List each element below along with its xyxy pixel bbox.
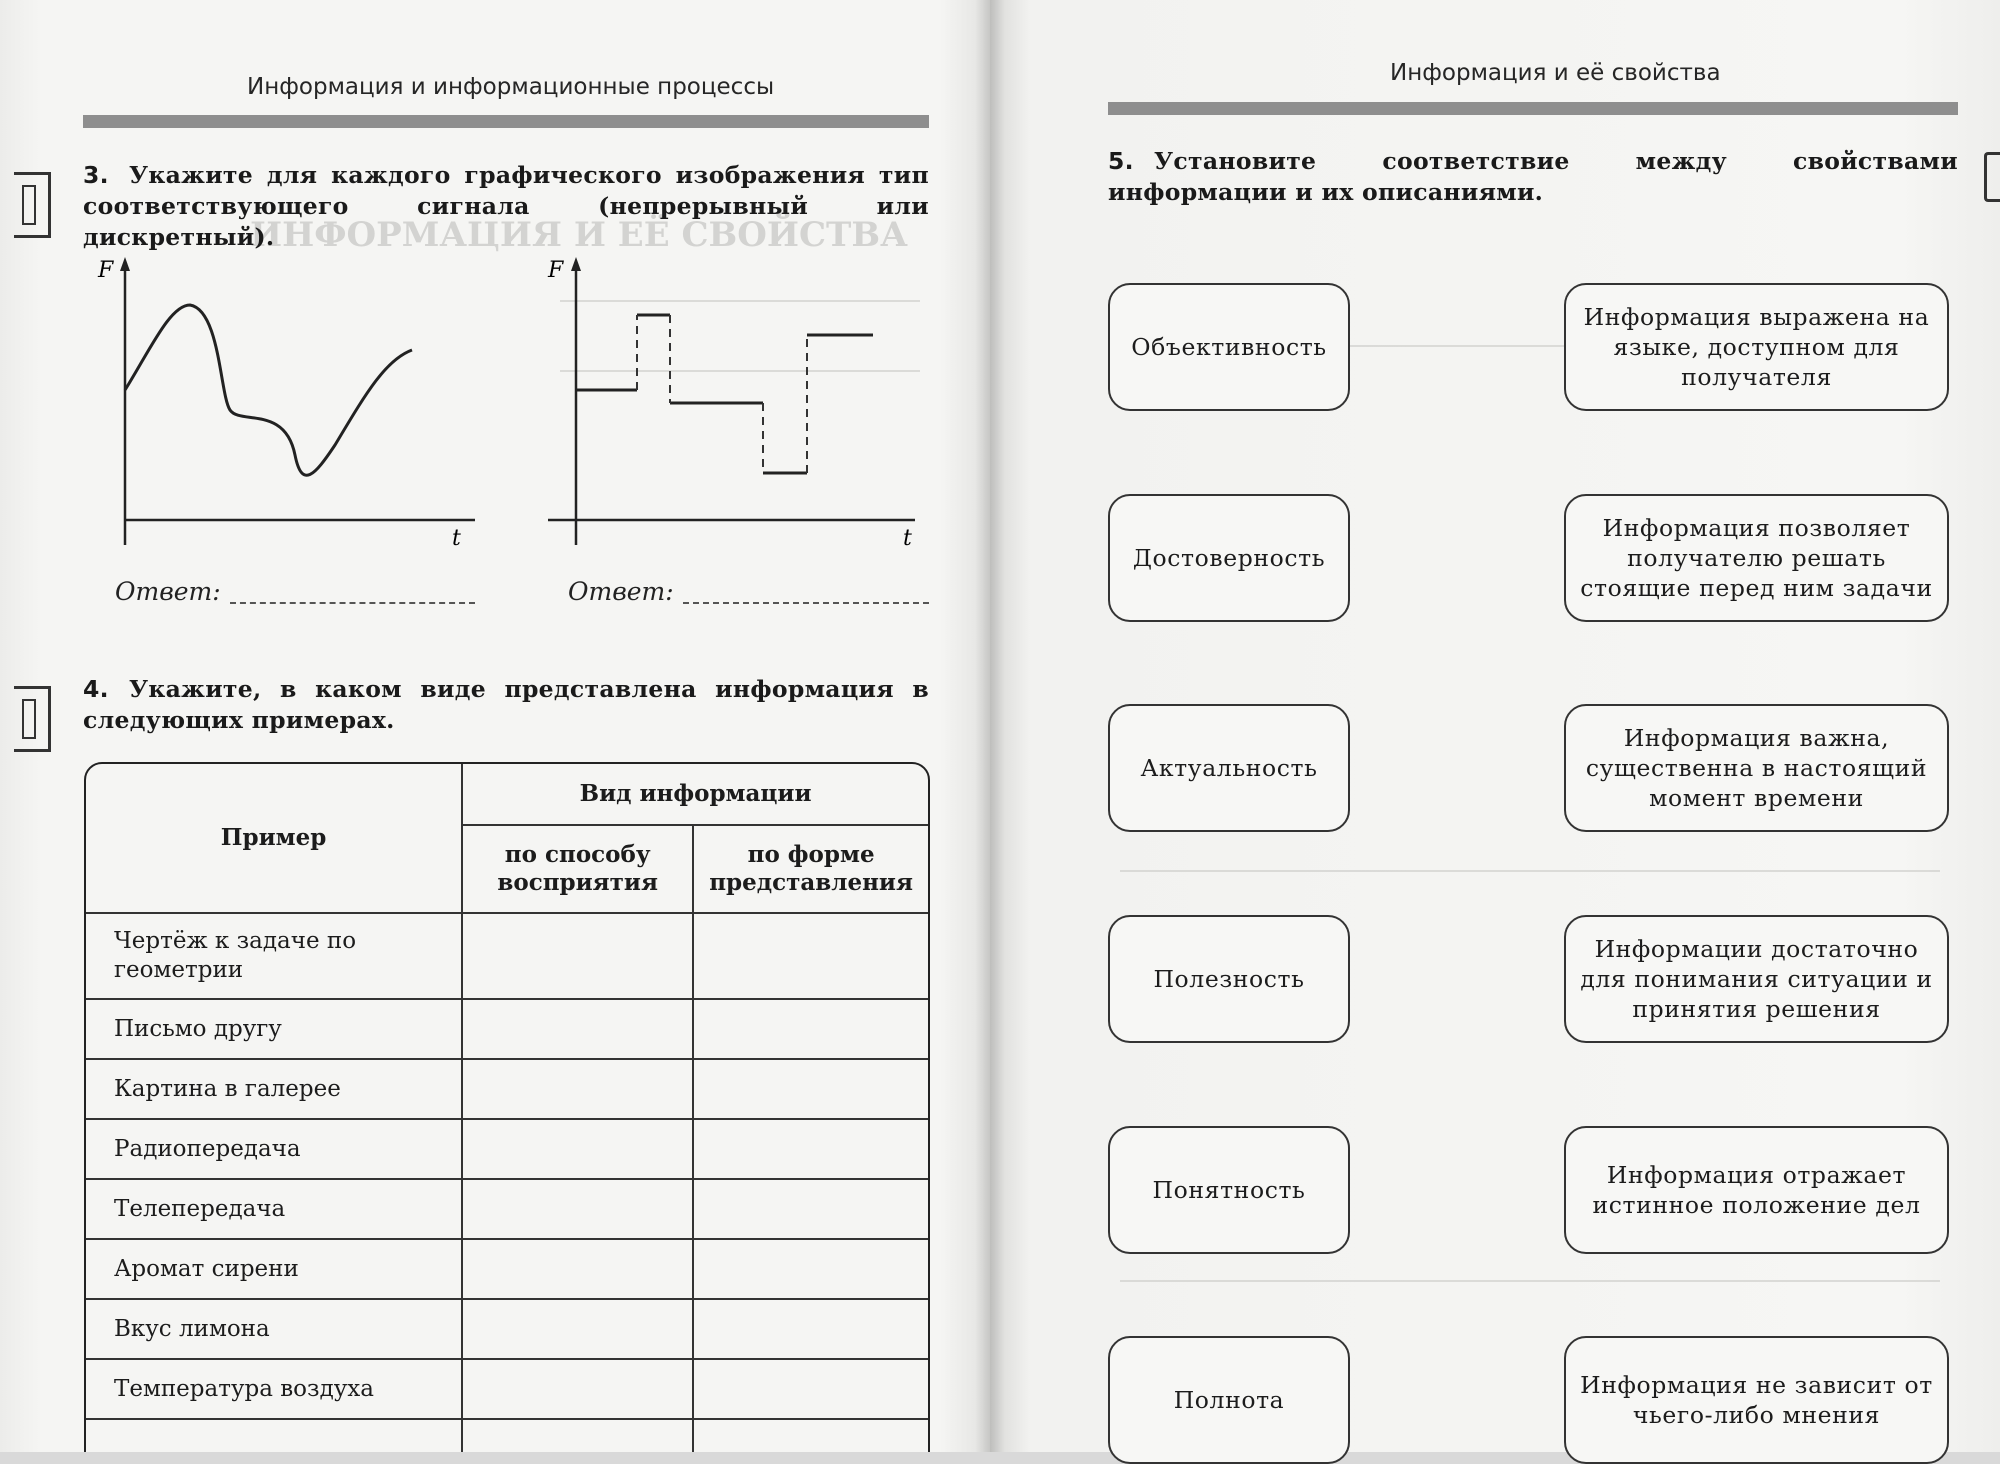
- description-box[interactable]: Информация выражена на языке, доступном для получателя: [1564, 283, 1949, 411]
- form-cell[interactable]: [694, 1060, 928, 1120]
- form-cell[interactable]: [694, 1240, 928, 1300]
- task4-text: Укажите, в каком виде представлена информация в следующих примерах.: [83, 675, 929, 734]
- show-through-text: ИНФОРМАЦИЯ И ЕЁ СВОЙСТВА: [250, 215, 908, 255]
- show-through-line: [1120, 870, 1940, 872]
- task5-statement: [1108, 146, 1958, 208]
- task3-number: 3.: [83, 161, 109, 189]
- answer-field-2[interactable]: [683, 602, 929, 604]
- task3-text: Укажите для каждого графического изображения тип соответствующего сигнала (непрерывный или дискретный).: [83, 161, 929, 251]
- row-example: Аромат сирени: [86, 1240, 463, 1300]
- answer-label-1: Ответ:: [115, 577, 221, 606]
- perception-cell[interactable]: [463, 1300, 694, 1360]
- answer-label-2: Ответ:: [568, 577, 674, 606]
- running-head-bar: [83, 115, 929, 128]
- answer-field-1[interactable]: [230, 602, 475, 604]
- header-info-type: Вид информации: [463, 764, 928, 826]
- row-example: Радиопередача: [86, 1120, 463, 1180]
- description-box[interactable]: Информация не зависит от чьего-либо мнения: [1564, 1336, 1949, 1464]
- description-box[interactable]: Информация отражает истинное положение дел: [1564, 1126, 1949, 1254]
- discrete-signal-transitions: [637, 315, 807, 473]
- task4-statement: [83, 674, 929, 736]
- left-page: [0, 0, 990, 1452]
- form-cell[interactable]: [694, 1300, 928, 1360]
- continuous-signal-curve: [125, 305, 412, 475]
- form-cell[interactable]: [694, 1360, 928, 1420]
- form-cell[interactable]: [694, 1000, 928, 1060]
- task5-number: 5.: [1108, 147, 1134, 175]
- form-cell[interactable]: [694, 1120, 928, 1180]
- margin-mark: [14, 686, 51, 752]
- margin-mark: [1984, 152, 2000, 202]
- perception-cell[interactable]: [463, 914, 694, 1000]
- perception-cell[interactable]: [463, 1360, 694, 1420]
- property-box[interactable]: Достоверность: [1108, 494, 1350, 622]
- header-perception: по способу восприятия: [463, 826, 694, 914]
- info-type-table: [84, 762, 930, 1452]
- running-head: Информация и информационные процессы: [247, 74, 775, 100]
- discrete-signal-steps: [576, 315, 873, 473]
- show-through-line: [1120, 1280, 1940, 1282]
- property-box[interactable]: Актуальность: [1108, 704, 1350, 832]
- axis-x-label: t: [452, 526, 461, 551]
- task4-number: 4.: [83, 675, 109, 703]
- property-box[interactable]: Понятность: [1108, 1126, 1350, 1254]
- property-box[interactable]: Полезность: [1108, 915, 1350, 1043]
- perception-cell[interactable]: [463, 1240, 694, 1300]
- perception-cell[interactable]: [463, 1120, 694, 1180]
- y-axis-arrow: [120, 257, 130, 271]
- y-axis-arrow: [571, 257, 581, 271]
- row-example: Картина в галерее: [86, 1060, 463, 1120]
- discrete-signal-graph: [545, 255, 945, 555]
- axis-y-label: F: [548, 258, 564, 283]
- axis-y-label: F: [98, 258, 114, 283]
- axis-x-label: t: [903, 526, 912, 551]
- description-box[interactable]: Информации достаточно для понимания ситуации и принятия решения: [1564, 915, 1949, 1043]
- right-running-head: Информация и её свойства: [1390, 60, 1721, 86]
- description-box[interactable]: Информация важна, существенна в настоящий момент времени: [1564, 704, 1949, 832]
- header-example: Пример: [86, 764, 463, 914]
- form-cell[interactable]: [694, 1180, 928, 1240]
- perception-cell[interactable]: [463, 1180, 694, 1240]
- header-form: по форме представления: [694, 826, 928, 914]
- property-box[interactable]: Полнота: [1108, 1336, 1350, 1464]
- row-example: Письмо другу: [86, 1000, 463, 1060]
- row-example: Телепередача: [86, 1180, 463, 1240]
- row-example: Вкус лимона: [86, 1300, 463, 1360]
- task3-statement: [83, 160, 929, 253]
- task5-text: Установите соответствие между свойствами информации и их описаниями.: [1108, 147, 1958, 206]
- right-running-head-bar: [1108, 102, 1958, 115]
- property-box[interactable]: Объективность: [1108, 283, 1350, 411]
- description-box[interactable]: Информация позволяет получателю решать стоящие перед ним задачи: [1564, 494, 1949, 622]
- book-gutter: [975, 0, 1005, 1452]
- continuous-signal-graph: [90, 255, 490, 555]
- form-cell[interactable]: [694, 914, 928, 1000]
- perception-cell[interactable]: [463, 1060, 694, 1120]
- row-example: Чертёж к задаче по геометрии: [86, 914, 463, 1000]
- row-example: Температура воздуха: [86, 1360, 463, 1420]
- row-example-cut: [86, 1420, 463, 1452]
- perception-cell[interactable]: [463, 1000, 694, 1060]
- margin-mark: [14, 172, 51, 238]
